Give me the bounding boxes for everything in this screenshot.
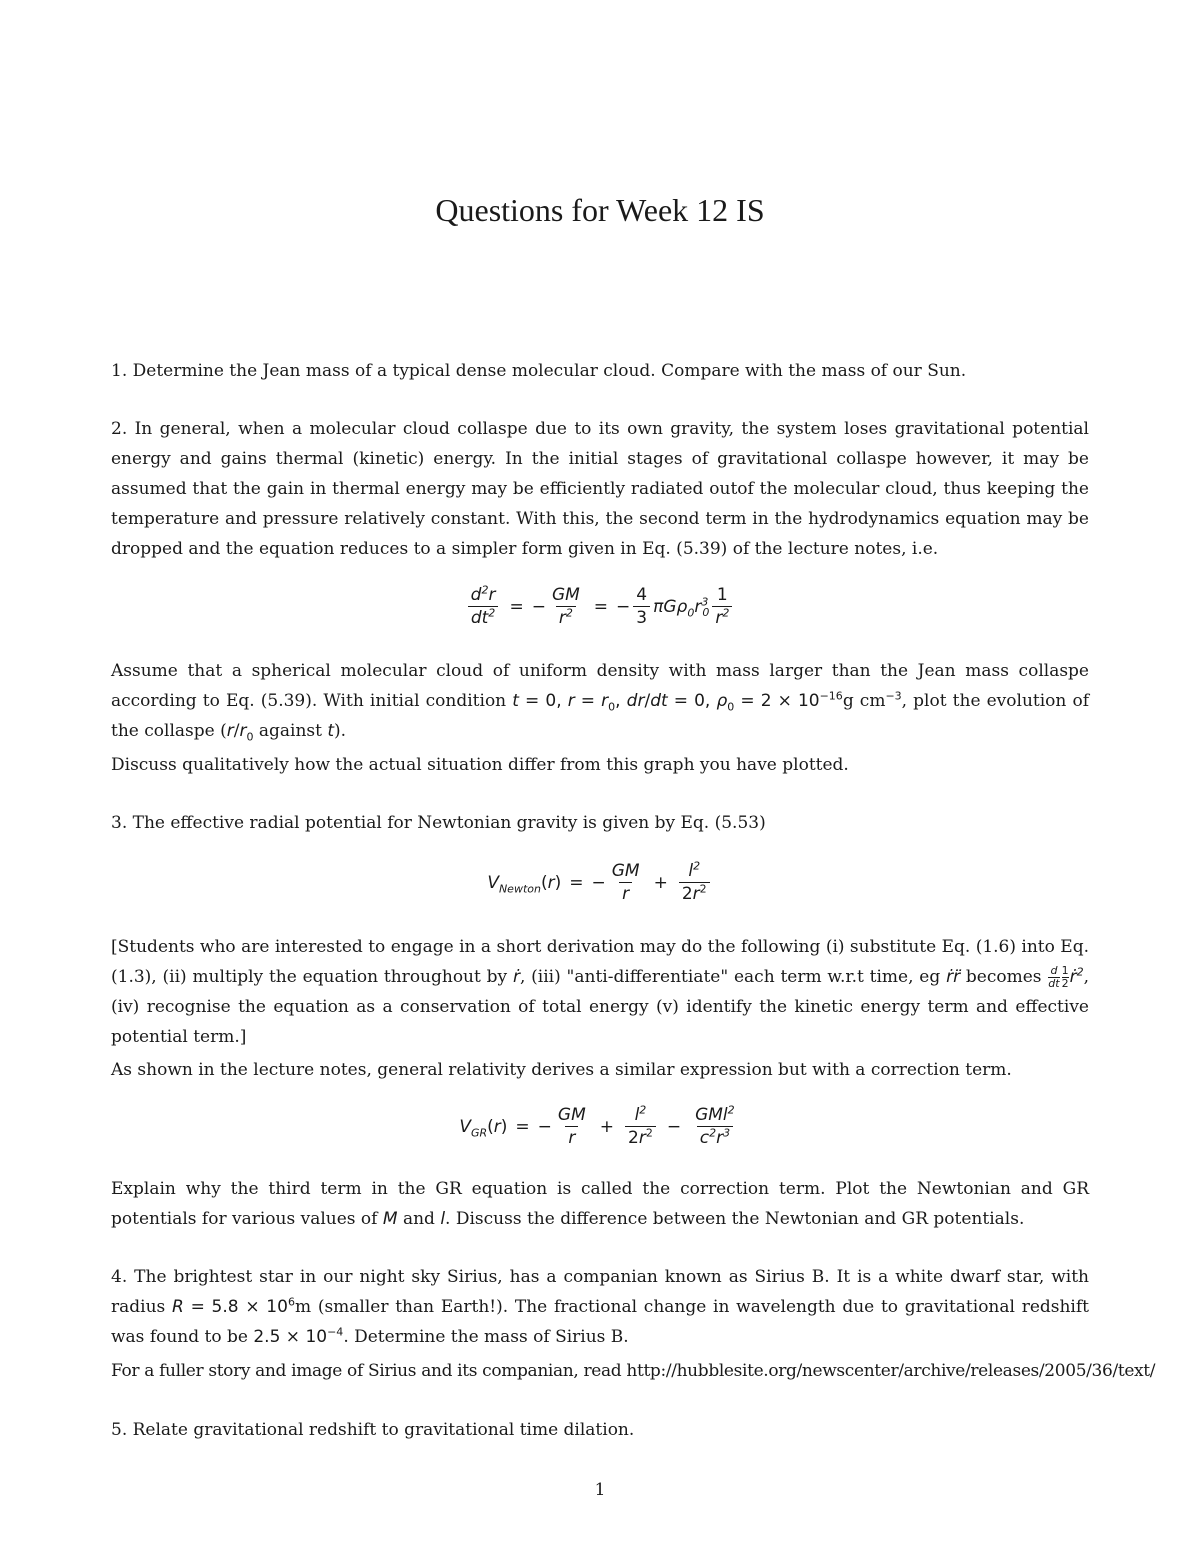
question-4-hubble-link <box>111 1356 1155 1386</box>
hubblesite-link[interactable]: For a fuller story and image of Sirius and its companian, read http://hubblesite.org/newscenter/archive/releases/2005/36/text/ <box>111 1361 1156 1381</box>
question-5: 5. Relate gravitational redshift to gravitational time dilation. <box>111 1420 635 1440</box>
one-over-r2-fraction: $\frac{1}{r^2}$ <box>712 584 732 629</box>
question-3-gr-intro: As shown in the lecture notes, general relativity derives a similar expression but with a correction term. <box>111 1060 1012 1080</box>
four-thirds-fraction: $\frac{4}{3}$ <box>633 584 650 629</box>
page-title: Questions for Week 12 IS <box>435 192 765 228</box>
gm-r2-fraction: $\frac{GM}{r^2}$ <box>551 585 580 628</box>
equation-5-39: $\frac{d^2r}{dt^2}$ = − $\frac{GM}{r^2}$ = − $\frac{4}{3}$ $\pi G\rho_0r^3_0$ $\frac{1}{r^2}$ <box>0 584 1200 629</box>
equation-gr-potential: $V_{GR}$ (r) = − $\frac{GM}{r}$ + $\frac{l^2}{2r^2}$ − $\frac{GMl^2}{c^2r^3}$ <box>459 1103 735 1148</box>
page-number: 1 <box>594 1480 606 1500</box>
question-2-plot-task: Assume that a spherical molecular cloud of uniform density with mass larger than the Jean mass collaspe according to Eq. (5.39). With initial condition t = 0, $r = r_0$, dr/dt = 0, $\rho_0 = 2 \times 10^{-16}g$ $cm^{-3}$, plot the evolution of the collaspe ($r/r_0$ against t). <box>111 661 1089 744</box>
question-2-discussion: Discuss qualitatively how the actual situation differ from this graph you have plotted. <box>111 755 849 775</box>
equation-5-53-newton: $V_{Newton}$ (r) = − $\frac{GM}{r}$ + $\frac{l^2}{2r^2}$ <box>0 860 1200 905</box>
question-1: 1. Determine the Jean mass of a typical dense molecular cloud. Compare with the mass of our Sun. <box>111 361 967 381</box>
d2r-dt2-fraction: $\frac{d^2r}{dt^2}$ <box>468 584 499 629</box>
question-2-intro: 2. In general, when a molecular cloud collaspe due to its own gravity, the system loses gravitational potential energy and gains thermal (kinetic) energy. In the initial stages of gravitational collaspe however, it may be assumed that the gain in thermal energy may be efficiently radiated outof the molecular cloud, thus keeping the temperature and pressure relatively constant. With this, the second term in the hydrodynamics equation may be dropped and the equation reduces to a simpler form given in Eq. (5.39) of the lecture notes, i.e. <box>111 419 1089 559</box>
question-3-derivation-note: [Students who are interested to engage in a short derivation may do the following (i) substitute Eq. (1.6) into Eq.(1.3), (ii) multiply the equation throughout by ṙ, (iii) "anti-differentiate" each term w.r.t time, eg ṙr̈ becomes $\frac{d}{dt}$ $\frac{1}{2}$ ṙ$^2$, (iv) recognise the equation as a conservation of total energy (v) identify the kinetic energy term and effective potential term.] <box>111 937 1089 1047</box>
question-3-explain: Explain why the third term in the GR equation is called the correction term. Plot the Newtonian and GR potentials for various values of M and l. Discuss the difference between the Newtonian and GR potentials. <box>111 1179 1089 1229</box>
question-3-intro: 3. The effective radial potential for Newtonian gravity is given by Eq. (5.53) <box>111 813 766 833</box>
question-4: 4. The brightest star in our night sky Sirius, has a companian known as Sirius B. It is a white dwarf star, with radius $R = 5.8 \times 10^6m$ (smaller than Earth!). The fractional change in wavelength due to gravitational redshift was found to be $2.5 \times 10^{-4}$. Determine the mass of Sirius B. <box>111 1267 1089 1347</box>
